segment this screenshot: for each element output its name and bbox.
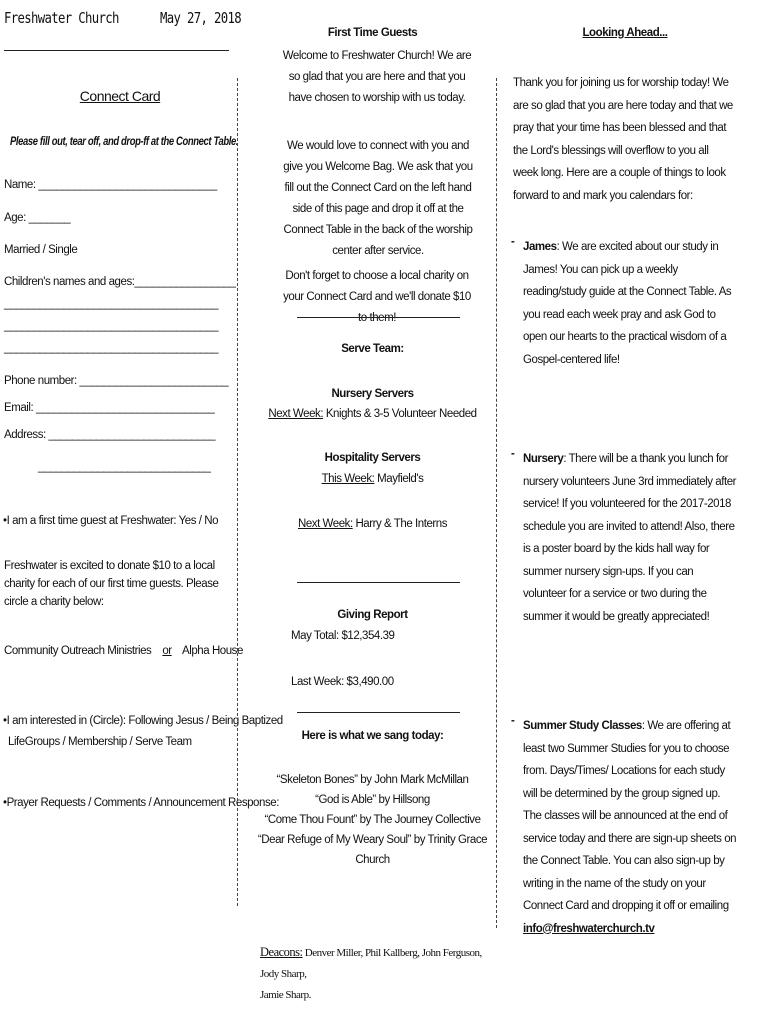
address-field[interactable]: Address: ____________________________ — [4, 429, 216, 441]
james-text: James: We are excited about our study in James! You can pick up a weekly reading/study guide at the Connect Table. As you read each week pray and ask God to open our hearts to the practical wisdom of a Gospel-centered life! — [523, 241, 732, 366]
fold-line-right — [496, 78, 497, 928]
song: “Skeleton Bones” by John Mark McMillan — [276, 774, 469, 786]
interested-line-2: LifeGroups / Membership / Serve Team — [8, 736, 192, 748]
connect-info: We would love to connect with you and give you Welcome Bag. We ask that you fill out the Connect Card on the left hand side of this page and drop it off at the Connect Table in the back of the worship center after service. — [283, 140, 473, 257]
serve-team-title: Serve Team: — [341, 343, 404, 355]
nursery-item — [511, 448, 743, 628]
children-blank-line[interactable]: ____________________________________ — [4, 298, 219, 310]
deacons-names-line2: Jamie Sharp. — [260, 989, 311, 1001]
dash: - — [511, 236, 515, 248]
email-link[interactable]: info@freshwaterchurch.tv — [523, 922, 655, 935]
address-field-line2[interactable]: _____________________________ — [38, 461, 211, 473]
first-time-guest-question[interactable] — [3, 515, 218, 527]
deacons-label: Deacons: — [260, 945, 303, 959]
summer-study-item — [511, 715, 743, 940]
song: “Come Thou Fount” by The Journey Collective — [264, 814, 481, 826]
first-time-guest-label: I am a first time guest at Freshwater: Yes / No — [6, 515, 219, 527]
name-field[interactable]: Name: ______________________________ — [4, 179, 217, 191]
children-field[interactable]: Children's names and ages:_________________ — [4, 276, 236, 288]
phone-field[interactable]: Phone number: _________________________ — [4, 375, 229, 387]
song: “Dear Refuge of My Weary Soul” by Trinity Grace — [257, 834, 488, 846]
children-blank-line[interactable]: ____________________________________ — [4, 342, 219, 354]
hospitality-this-week: This Week: Mayfield's — [321, 473, 424, 485]
bullet: • — [3, 715, 7, 727]
tear-line-left — [237, 78, 238, 906]
giving-report-title: Giving Report — [337, 609, 408, 621]
dash: - — [511, 448, 515, 460]
dash: - — [511, 715, 515, 727]
bulletin-date: May 27, 2018 — [160, 9, 242, 27]
songs-list — [250, 770, 495, 870]
song: Church — [355, 854, 390, 866]
age-field[interactable]: Age: _______ — [4, 212, 71, 224]
may-total: May Total: $12,354.39 — [291, 630, 395, 642]
bullet: • — [3, 515, 7, 527]
charity-option-1[interactable]: Community Outreach Ministries — [4, 645, 152, 657]
songs-title: Here is what we sang today: — [301, 730, 444, 742]
interested-question[interactable] — [3, 711, 283, 753]
james-item — [511, 236, 743, 371]
charity-options[interactable] — [4, 645, 243, 657]
bullet: • — [3, 797, 7, 809]
section-divider — [297, 582, 460, 583]
donate-note: Freshwater is excited to donate $10 to a local charity for each of our first time guests. Please circle a charity below: — [4, 560, 219, 608]
charity-or: or — [162, 645, 172, 657]
charity-note: Don't forget to choose a local charity on your Connect Card and we'll donate $10 to them! — [283, 270, 471, 324]
welcome-text: Welcome to Freshwater Church! We are so glad that you are here and that you have chosen to worship with us today. — [282, 50, 472, 104]
looking-ahead-intro: Thank you for joining us for worship today! We are so glad that you are here today and that we pray that your time has been blessed and that the Lord's blessings will overflow to you all week long. Here are a couple of things to look forward to and mark you calendars for: — [513, 77, 733, 202]
church-name: Freshwater Church — [4, 9, 119, 27]
nursery-next-week: Next Week: Knights & 3-5 Volunteer Needed — [268, 408, 477, 420]
connect-instruction: Please fill out, tear off, and drop-ff at the Connect Table. — [10, 136, 239, 148]
charity-option-2[interactable]: Alpha House — [182, 645, 243, 657]
email-field[interactable]: Email: ______________________________ — [4, 402, 215, 414]
deacons — [260, 942, 500, 1006]
hospitality-servers-title: Hospitality Servers — [324, 452, 421, 464]
connect-card-title: Connect Card — [79, 88, 161, 104]
interested-line-1: I am interested in (Circle): Following Jesus / Being Baptized — [6, 715, 283, 727]
first-time-title: First Time Guests — [327, 27, 418, 39]
nursery-text: Nursery: There will be a thank you lunch for nursery volunteers June 3rd immediately after service! If you volunteered for the 2017-2018 schedule you are invited to attend! Also, there is a poster board by the kids hall way for summer nursery sign-ups. If you can volunteer for a service or two during the summer it would be greatly appreciated! — [523, 453, 737, 623]
children-blank-line[interactable]: ____________________________________ — [4, 320, 219, 332]
section-divider — [297, 317, 460, 318]
nursery-servers-title: Nursery Servers — [331, 388, 414, 400]
prayer-requests-label: Prayer Requests / Comments / Announcement Response: — [6, 797, 279, 809]
marital-status[interactable]: Married / Single — [4, 244, 78, 256]
section-divider — [297, 712, 460, 713]
deacons-names: Denver Miller, Phil Kallberg, John Ferguson, Jody Sharp, — [260, 947, 482, 980]
song: “God is Able” by Hillsong — [315, 794, 430, 806]
last-week-total: Last Week: $3,490.00 — [291, 676, 394, 688]
looking-ahead-title: Looking Ahead... — [582, 27, 668, 39]
header-rule — [4, 50, 229, 51]
summer-study-text: Summer Study Classes: We are offering at least two Summer Studies for you to choose from. Days/Times/ Locations for each study will be determined by the group signed up. The classes will be announced at the end of service today and there are sign-up sheets on the Connect Table. You can also sign-up by writing in the name of the study on your Connect Card and dropping it off or emailing info@freshwaterchurch.tv — [523, 720, 737, 935]
hospitality-next-week: Next Week: Harry & The Interns — [297, 518, 448, 530]
